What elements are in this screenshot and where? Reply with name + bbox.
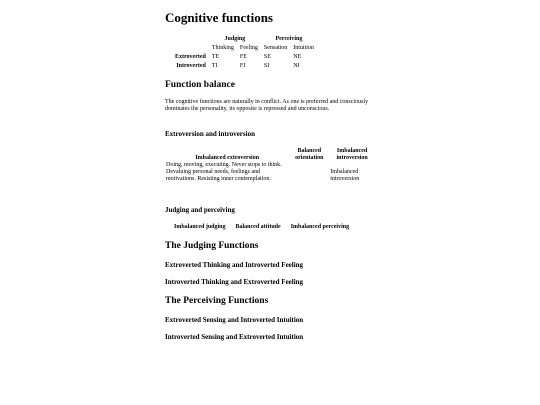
- table-cell: TI: [211, 63, 218, 69]
- table-cell: NE: [293, 54, 302, 60]
- group-judging: Judging: [224, 36, 246, 42]
- heading-extroverted-thinking: Extroverted Thinking and Introverted Feeling: [165, 261, 304, 269]
- header-imbalanced-judging: Imbalanced judging: [174, 224, 226, 230]
- row-header-introverted: Introverted: [176, 63, 206, 69]
- table-header-row: [165, 148, 375, 162]
- heading-extroverted-sensing: Extroverted Sensing and Introverted Intuition: [165, 316, 304, 324]
- table-cell: FE: [239, 54, 247, 60]
- header-imbalanced-extroversion: Imbalanced extroversion: [195, 155, 260, 161]
- table-row: [165, 162, 375, 183]
- heading-judging-functions: The Judging Functions: [165, 241, 259, 251]
- paragraph-function-balance: The cognitive functions are naturally in conflict. As one is preferred and consciously dominates the personality, its opposite is repressed and unconscious.: [165, 99, 369, 112]
- table-cell: TE: [211, 54, 220, 60]
- functions-group-row: [172, 35, 317, 44]
- page-title: Cognitive functions: [165, 10, 273, 25]
- group-perceiving: Perceiving: [275, 36, 303, 42]
- table-row: [172, 62, 317, 71]
- heading-extroversion-introversion: Extroversion and introversion: [165, 130, 255, 138]
- cell-imbalanced-introversion: Imbalanced introversion: [330, 169, 360, 182]
- heading-function-balance: Function balance: [165, 80, 235, 90]
- header-balanced-attitude: Balanced attitude: [235, 224, 281, 230]
- header-balanced-orientation: Balanced orientation: [295, 148, 324, 161]
- functions-table: [172, 35, 317, 71]
- table-cell: SE: [263, 54, 271, 60]
- column-intuition: Intuition: [293, 45, 314, 51]
- row-header-extroverted: Extroverted: [175, 54, 206, 60]
- extroversion-table: [165, 148, 375, 183]
- judging-perceiving-table: [169, 223, 354, 232]
- cell-balanced-orientation: [289, 162, 329, 183]
- table-cell: NI: [293, 63, 300, 69]
- table-cell: FI: [239, 63, 246, 69]
- functions-column-row: [172, 44, 317, 53]
- table-header-row: [169, 223, 354, 232]
- table-row: [172, 53, 317, 62]
- table-cell: SI: [263, 63, 270, 69]
- header-imbalanced-introversion: Imbalanced introversion: [336, 148, 368, 161]
- heading-introverted-sensing: Introverted Sensing and Extroverted Intuition: [165, 333, 304, 341]
- cell-extroversion-description: Doing, moving, executing. Never stops to think. Devaluing personal needs, feelings and motivations. Resisting inner contemplation.: [166, 162, 282, 182]
- column-thinking: Thinking: [211, 45, 234, 51]
- heading-introverted-thinking: Introverted Thinking and Extroverted Feeling: [165, 278, 304, 286]
- column-sensation: Sensation: [263, 45, 288, 51]
- heading-judging-perceiving: Judging and perceiving: [165, 206, 235, 214]
- header-imbalanced-perceiving: Imbalanced perceiving: [290, 224, 350, 230]
- column-feeling: Feeling: [239, 45, 258, 51]
- heading-perceiving-functions: The Perceiving Functions: [165, 296, 269, 306]
